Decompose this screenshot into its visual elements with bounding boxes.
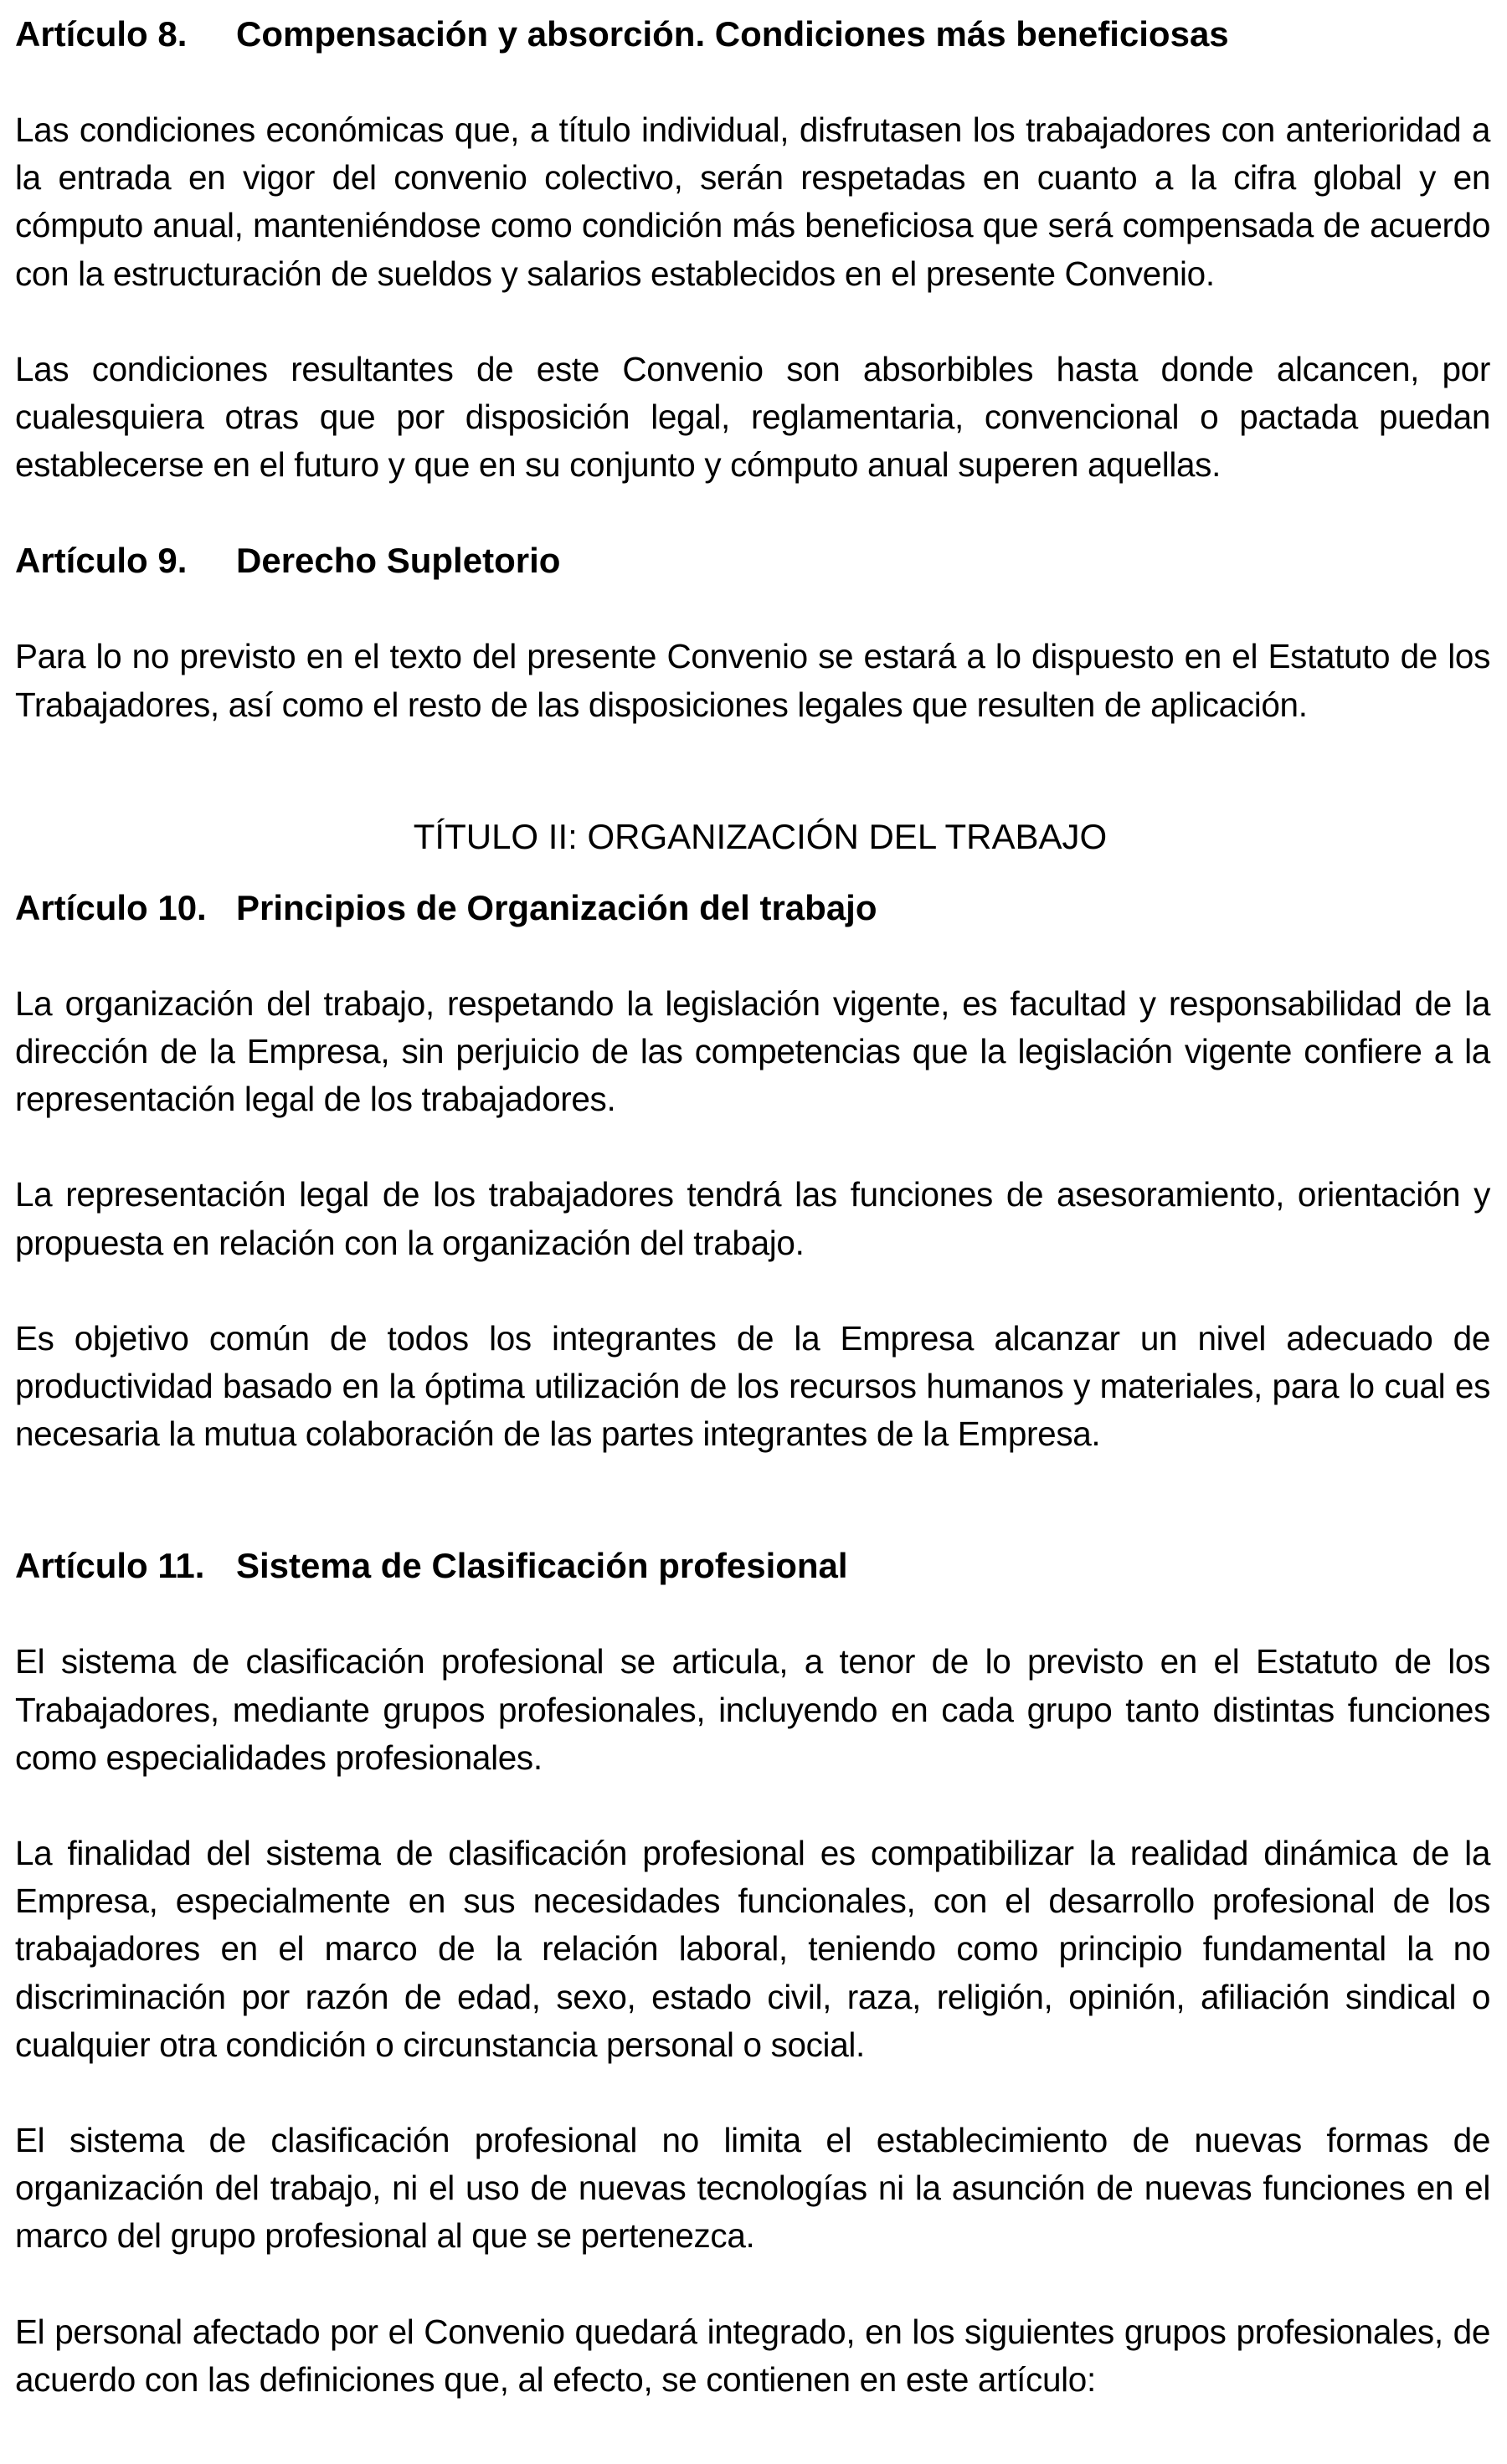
document-page [15,10,1490,2404]
article-9-heading [15,536,1490,584]
article-8-heading [15,10,1490,58]
paragraph: La representación legal de los trabajadores tendrá las funciones de asesoramiento, orientación y propuesta en relación con la organización del trabajo. [15,1175,1490,1262]
article-number: Artículo 10. [15,887,207,927]
paragraph: La organización del trabajo, respetando la legislación vigente, es facultad y responsabilidad de la dirección de la Empresa, sin perjuicio de las competencias que la legislación vigente confiere a la representación legal de los trabajadores. [15,983,1490,1119]
article-number: Artículo 9. [15,541,188,581]
paragraph: Las condiciones económicas que, a título individual, disfrutasen los trabajadores con anterioridad a la entrada en vigor del convenio colectivo, serán respetadas en cuanto a la cifra global y en cómputo anual, manteniéndose como condición más beneficiosa que será compensada de acuerdo con la estructuración de sueldos y salarios establecidos en el presente Convenio. [15,110,1490,293]
article-title: Compensación y absorción. Condiciones más beneficiosas [236,14,1229,54]
article-10-heading [15,884,1490,932]
section-title: TÍTULO II: ORGANIZACIÓN DEL TRABAJO [413,816,1108,856]
article-title: Principios de Organización del trabajo [236,887,877,927]
paragraph: Para lo no previsto en el texto del presente Convenio se estará a lo dispuesto en el Estatuto de los Trabajadores, así como el resto de las disposiciones legales que resulten de aplicación. [15,637,1490,724]
article-11-heading [15,1542,1490,1589]
paragraph: La finalidad del sistema de clasificación profesional es compatibilizar la realidad dinámica de la Empresa, especialmente en sus necesidades funcionales, con el desarrollo profesional de los trabajadores en el marco de la relación laboral, teniendo como principio fundamental la no discriminación por razón de edad, sexo, estado civil, raza, religión, opinión, afiliación sindical o cualquier otra condición o circunstancia personal o social. [15,1834,1490,2064]
paragraph: El sistema de clasificación profesional se articula, a tenor de lo previsto en el Estatuto de los Trabajadores, mediante grupos profesionales, incluyendo en cada grupo tanto distintas funciones como especialidades profesionales. [15,1642,1490,1777]
article-title: Derecho Supletorio [236,541,561,581]
article-title: Sistema de Clasificación profesional [236,1546,848,1586]
paragraph: El sistema de clasificación profesional no limita el establecimiento de nuevas formas de organización del trabajo, ni el uso de nuevas tecnologías ni la asunción de nuevas funciones en el marco del grupo profesional al que se pertenezca. [15,2121,1490,2256]
paragraph: Las condiciones resultantes de este Convenio son absorbibles hasta donde alcancen, por cualesquiera otras que por disposición legal, reglamentaria, convencional o pactada puedan establecerse en el futuro y que en su conjunto y cómputo anual superen aquellas. [15,349,1490,485]
paragraph: El personal afectado por el Convenio quedará integrado, en los siguientes grupos profesionales, de acuerdo con las definiciones que, al efecto, se contienen en este artículo: [15,2312,1490,2399]
article-number: Artículo 8. [15,14,188,54]
paragraph: Es objetivo común de todos los integrantes de la Empresa alcanzar un nivel adecuado de productividad basado en la óptima utilización de los recursos humanos y materiales, para lo cual es necesaria la mutua colaboración de las partes integrantes de la Empresa. [15,1318,1490,1454]
article-number: Artículo 11. [15,1546,205,1586]
